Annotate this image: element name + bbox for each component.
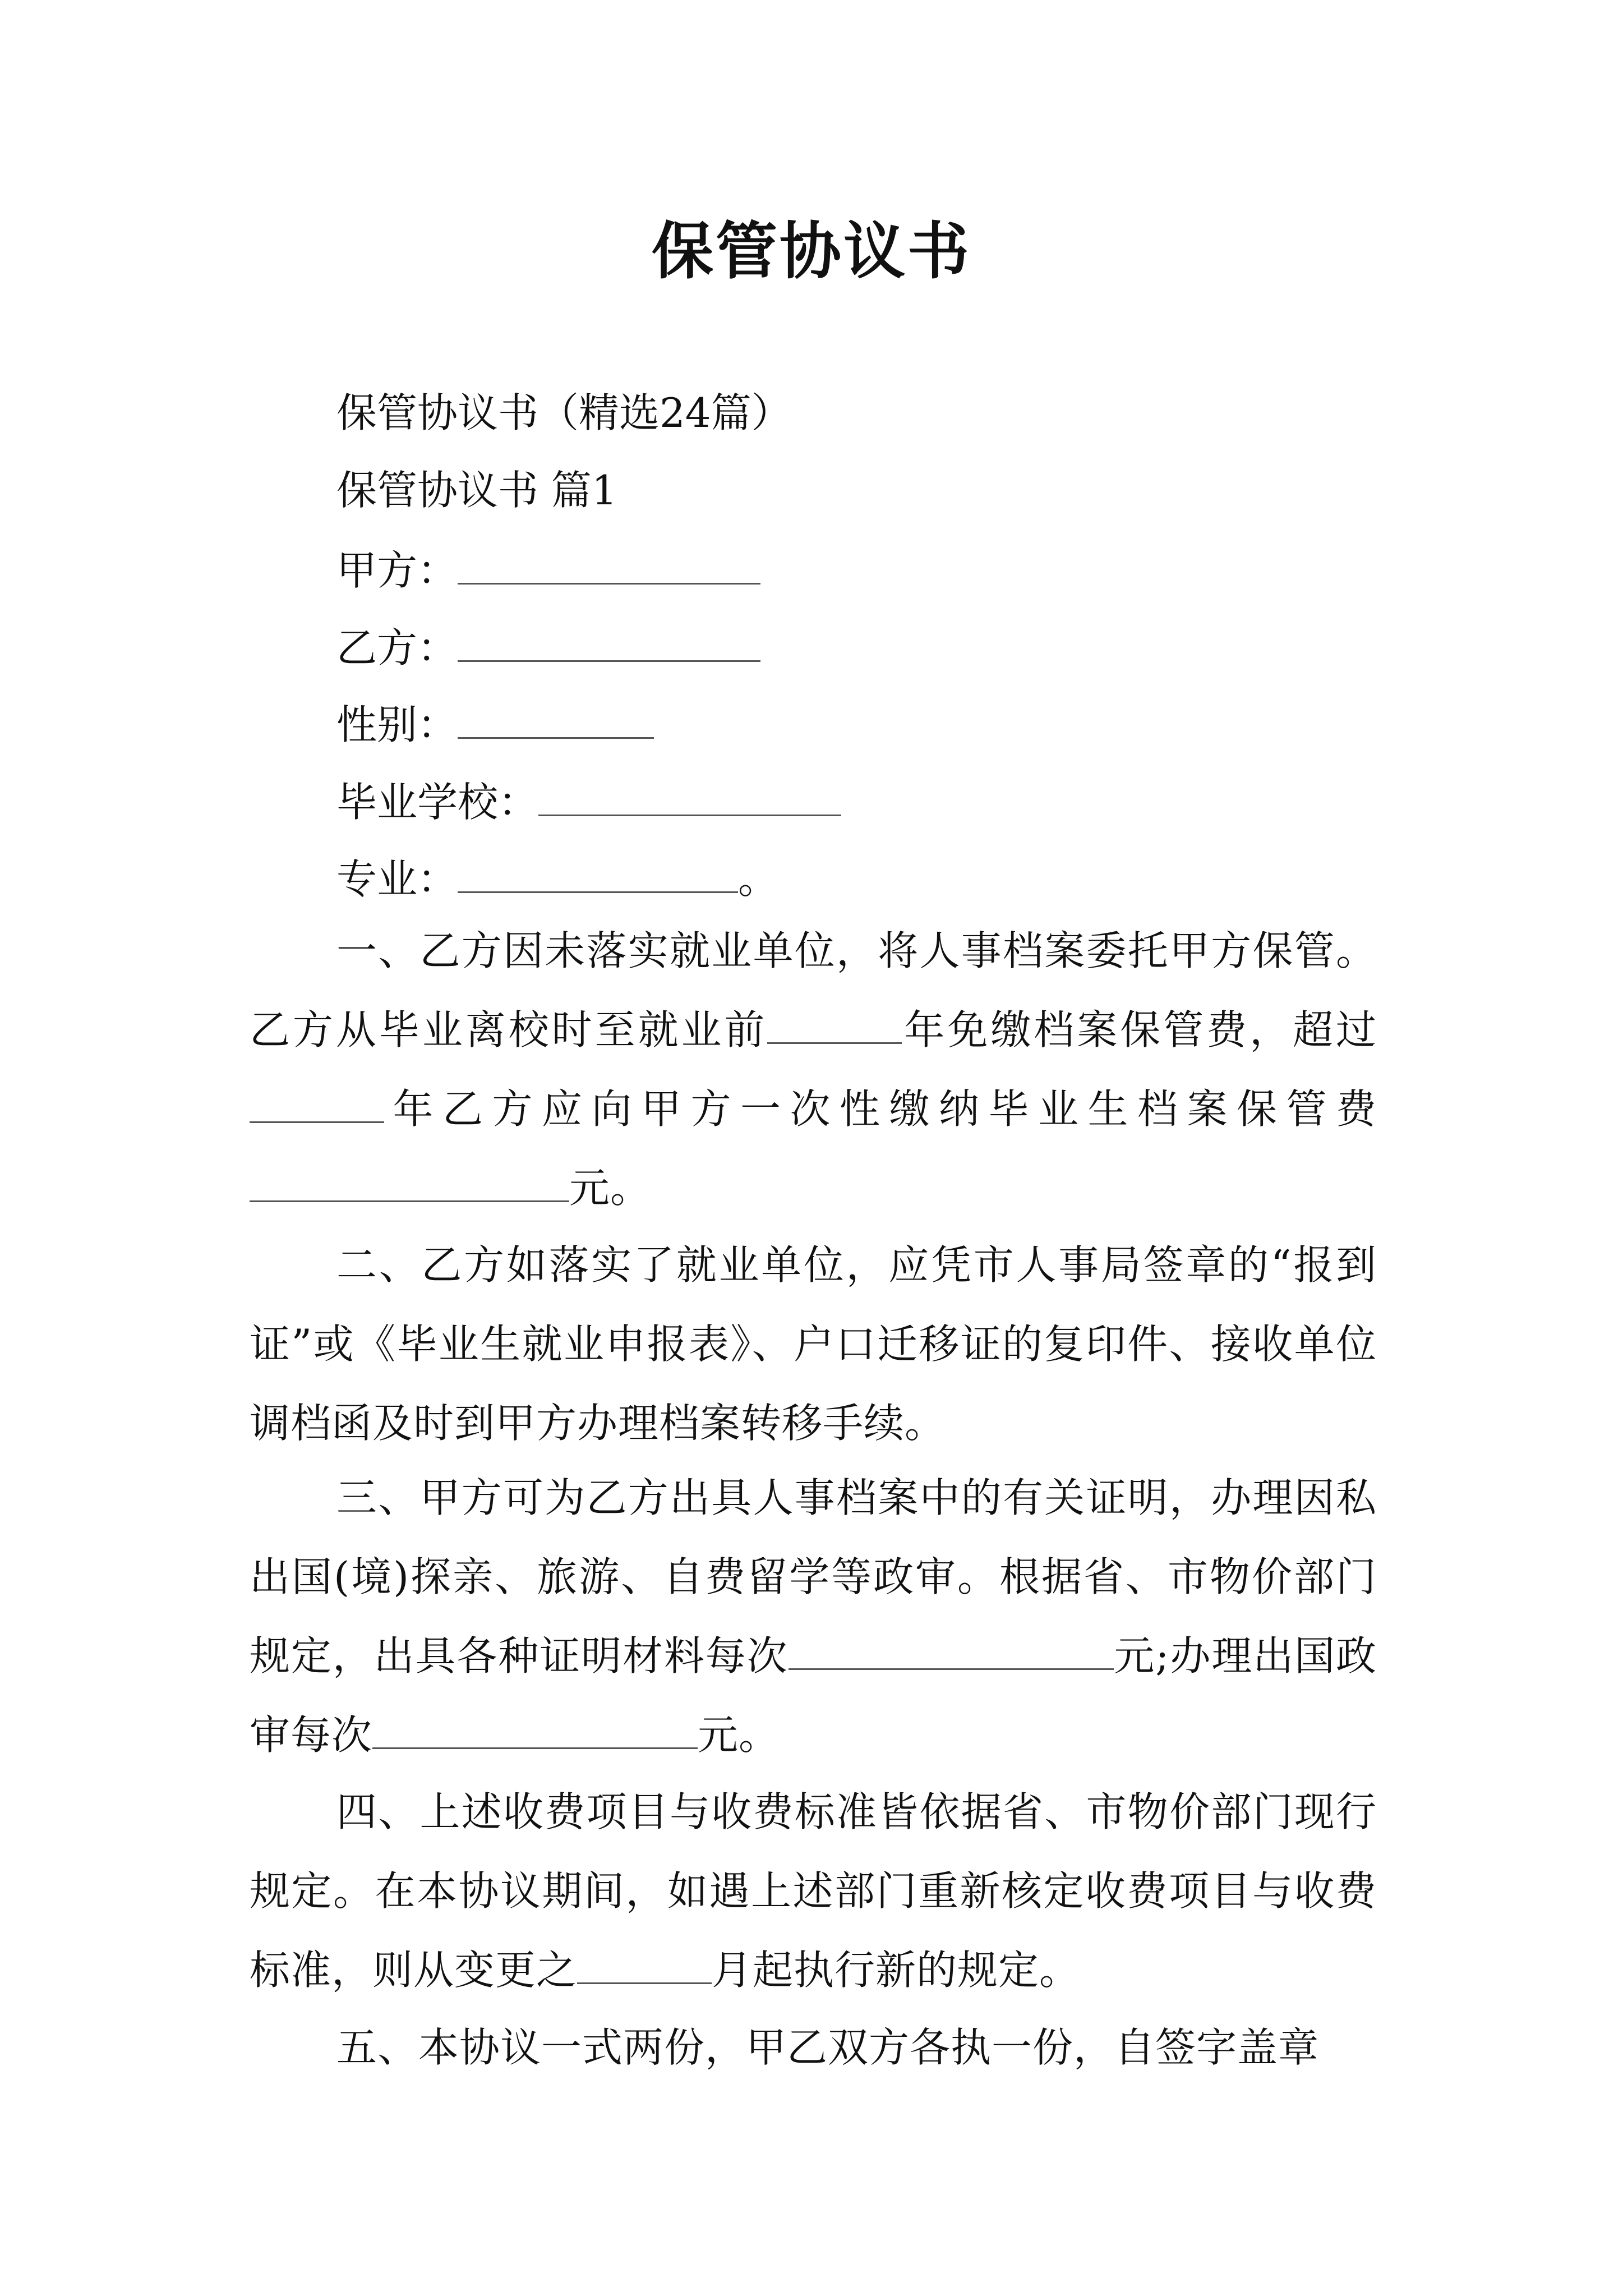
field-party-b bbox=[336, 624, 760, 671]
fill-blank bbox=[458, 701, 654, 739]
fill-blank bbox=[372, 1711, 698, 1749]
clause-text: 元。 bbox=[698, 1711, 780, 1759]
field-label: 专业： bbox=[336, 855, 458, 903]
field-label: 乙方： bbox=[336, 624, 458, 671]
fill-blank bbox=[789, 1632, 1114, 1670]
field-label: 甲方： bbox=[336, 547, 458, 594]
clause-3 bbox=[250, 1458, 1377, 1775]
fill-blank bbox=[538, 779, 841, 816]
fill-blank bbox=[250, 1085, 384, 1123]
clause-1 bbox=[250, 912, 1377, 1228]
clause-text: 月起执行新的规定。 bbox=[712, 1947, 1081, 1994]
fill-blank bbox=[767, 1006, 902, 1044]
clause-text: 元;办理出国政审每次 bbox=[250, 1632, 1377, 1759]
field-label: 性别： bbox=[336, 701, 458, 748]
field-major bbox=[336, 855, 779, 903]
clause-5: 五、本协议一式两份，甲乙双方各执一份，自签字盖章 bbox=[336, 2024, 1320, 2071]
fill-blank bbox=[458, 547, 760, 585]
fill-blank bbox=[577, 1947, 712, 1984]
clause-4 bbox=[250, 1773, 1377, 2010]
field-gender bbox=[336, 701, 654, 748]
field-suffix: 。 bbox=[738, 855, 779, 903]
document-title: 保管协议书 bbox=[652, 215, 971, 287]
clause-text: 元。 bbox=[569, 1165, 652, 1212]
document-subtitle: 保管协议书（精选24篇） bbox=[336, 389, 792, 436]
clause-text: 年免缴档案保管费，超过 bbox=[902, 1006, 1377, 1053]
clause-text: 年乙方应向甲方一次性缴纳毕业生档案保管费 bbox=[384, 1085, 1377, 1133]
field-label: 毕业学校： bbox=[336, 779, 539, 826]
field-school bbox=[336, 779, 841, 826]
clause-text: 一、乙方因未落实就业单位，将人事档案委托甲方保管。乙方从毕业离校时至就业前 bbox=[250, 927, 1377, 1053]
fill-blank bbox=[458, 624, 760, 662]
fill-blank bbox=[250, 1165, 569, 1202]
field-party-a bbox=[336, 547, 760, 594]
clause-text: 四、上述收费项目与收费标准皆依据省、市物价部门现行规定。在本协议期间，如遇上述部门重新核定收费项目与收费标准，则从变更之 bbox=[250, 1788, 1377, 1994]
fill-blank bbox=[458, 855, 738, 893]
section-heading: 保管协议书 篇1 bbox=[336, 467, 617, 514]
clause-2: 二、乙方如落实了就业单位，应凭市人事局签章的“报到证”或《毕业生就业申报表》、户口迁移证的复印件、接收单位调档函及时到甲方办理档案转移手续。 bbox=[250, 1241, 1377, 1447]
clause-text: 三、甲方可为乙方出具人事档案中的有关证明，办理因私出国(境)探亲、旅游、自费留学等政审。根据省、市物价部门规定，出具各种证明材料每次 bbox=[250, 1474, 1377, 1680]
